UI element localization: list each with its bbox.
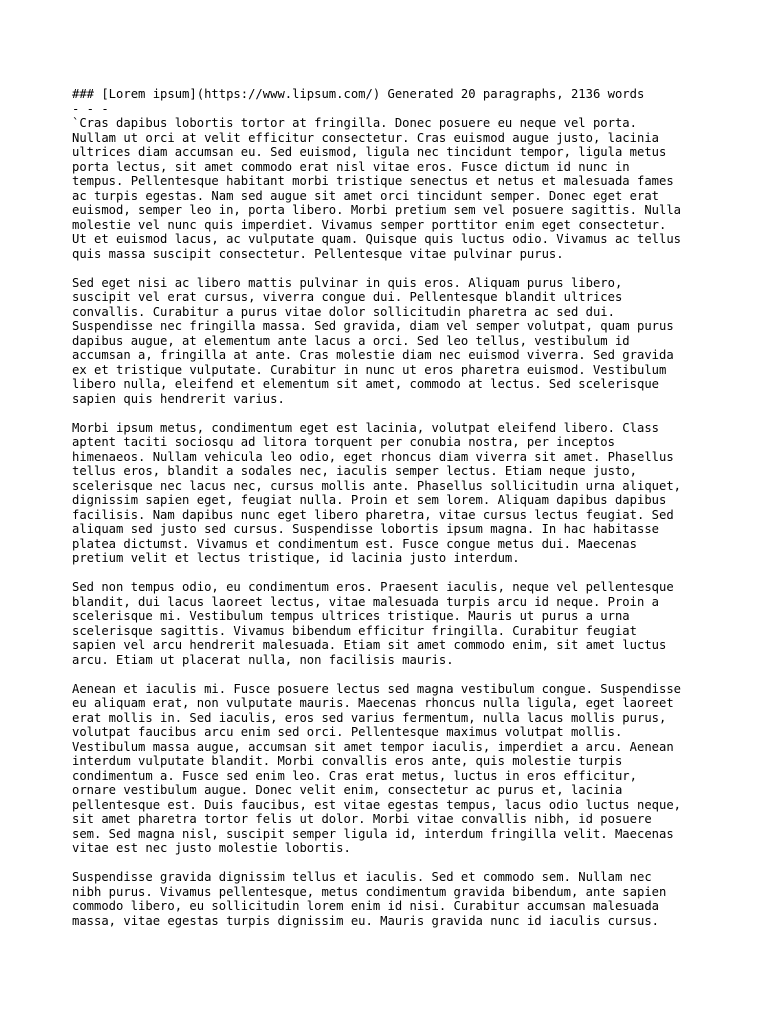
paragraph-line: dapibus augue, at elementum ante lacus a orci. Sed leo tellus, vestibulum id <box>72 333 630 348</box>
paragraph-line: Ut et euismod lacus, ac vulputate quam. Quisque quis luctus odio. Vivamus ac tellus <box>72 232 682 246</box>
paragraph-line: Suspendisse nec fringilla massa. Sed gravida, diam vel semper volutpat, quam purus <box>72 319 674 333</box>
paragraph-line: volutpat faucibus arcu enim sed orci. Pellentesque maximus volutpat mollis. <box>72 725 623 739</box>
paragraph-line: massa, vitae egestas turpis dignissim eu. Mauris gravida nunc id iaculis cursus. <box>72 913 659 928</box>
paragraph-line: euismod, semper leo in, porta libero. Morbi pretium sem vel posuere sagittis. Nulla <box>72 203 682 217</box>
paragraph-line: suscipit vel erat cursus, viverra congue dui. Pellentesque blandit ultrices <box>72 290 623 304</box>
paragraph-line: himenaeos. Nullam vehicula leo odio, eget rhoncus diam viverra sit amet. Phasellus <box>72 449 674 464</box>
paragraph-line: commodo libero, eu sollicitudin lorem enim id nisi. Curabitur accumsan malesuada <box>72 899 659 913</box>
paragraph <box>72 580 704 667</box>
paragraph-line: ac turpis egestas. Nam sed augue sit amet orci tincidunt semper. Donec eget erat <box>72 188 659 203</box>
paragraph-line: quis massa suscipit consectetur. Pellentesque vitae pulvinar purus. <box>72 246 564 261</box>
paragraph <box>72 682 704 856</box>
paragraph-line: sem. Sed magna nisl, suscipit semper ligula id, interdum fringilla velit. Maecenas <box>72 826 674 841</box>
paragraph-line: nibh purus. Vivamus pellentesque, metus condimentum gravida bibendum, ante sapien <box>72 884 667 899</box>
paragraph-line: sit amet pharetra tortor felis ut dolor. Morbi vitae convallis nibh, id posuere <box>72 812 652 826</box>
paragraph-line: libero nulla, eleifend et elementum sit amet, commodo at lectus. Sed scelerisque <box>72 377 659 391</box>
paragraph-line: aptent taciti sociosqu ad litora torquent per conubia nostra, per inceptos <box>72 435 615 449</box>
paragraph-line: Nullam ut orci at velit efficitur consectetur. Cras euismod augue justo, lacinia <box>72 130 659 145</box>
paragraph-line: arcu. Etiam ut placerat nulla, non facilisis mauris. <box>72 652 454 667</box>
paragraph-line: Morbi ipsum metus, condimentum eget est lacinia, volutpat eleifend libero. Class <box>72 420 659 435</box>
paragraph-line: pellentesque est. Duis faucibus, est vitae egestas tempus, lacus odio luctus neque, <box>72 797 682 812</box>
paragraph-line: `Cras dapibus lobortis tortor at fringilla. Donec posuere eu neque vel porta. <box>72 116 637 130</box>
paragraph-line: scelerisque mi. Vestibulum tempus ultrices tristique. Mauris ut purus a urna <box>72 609 630 623</box>
paragraph-line: tempus. Pellentesque habitant morbi tristique senectus et netus et malesuada fames <box>72 174 674 188</box>
paragraph-line: ultrices diam accumsan eu. Sed euismod, ligula nec tincidunt tempor, ligula metus <box>72 145 667 159</box>
paragraph-line: porta lectus, sit amet commodo erat nisl vitae eros. Fusce dictum id nunc in <box>72 159 630 174</box>
paragraph-line: tellus eros, blandit a sodales nec, iaculis semper lectus. Etiam neque justo, <box>72 464 637 478</box>
paragraph-line: ornare vestibulum augue. Donec velit enim, consectetur ac purus et, lacinia <box>72 783 623 797</box>
paragraph-line: blandit, dui lacus laoreet lectus, vitae malesuada turpis arcu id neque. Proin a <box>72 594 659 609</box>
paragraph <box>72 276 704 407</box>
paragraph-line: molestie vel nunc quis imperdiet. Vivamus semper porttitor enim eget consectetur. <box>72 217 667 232</box>
horizontal-rule-text: - - - <box>72 101 109 116</box>
paragraph-line: scelerisque nec lacus nec, cursus mollis ante. Phasellus sollicitudin urna aliquet, <box>72 478 682 493</box>
paragraph-line: vitae est nec justo molestie lobortis. <box>72 841 351 855</box>
paragraph-line: erat mollis in. Sed iaculis, eros sed varius fermentum, nulla lacus mollis purus, <box>72 710 667 725</box>
paragraph-line: Sed eget nisi ac libero mattis pulvinar in quis eros. Aliquam purus libero, <box>72 275 623 290</box>
paragraph-line: accumsan a, fringilla at ante. Cras molestie diam nec euismod viverra. Sed gravida <box>72 348 674 362</box>
paragraph-line: pretium velit et lectus tristique, id lacinia justo interdum. <box>72 551 520 565</box>
paragraph <box>72 116 704 261</box>
paragraph-list <box>72 116 704 928</box>
paragraph-line: sapien vel arcu hendrerit malesuada. Etiam sit amet commodo enim, sit amet luctus <box>72 638 667 652</box>
paragraph-line: eu aliquam erat, non vulputate mauris. Maecenas rhoncus nulla ligula, eget laoreet <box>72 696 674 710</box>
paragraph-line: aliquam sed justo sed cursus. Suspendisse lobortis ipsum magna. In hac habitasse <box>72 522 659 536</box>
paragraph-line: sapien quis hendrerit varius. <box>72 391 285 406</box>
paragraph-line: Sed non tempus odio, eu condimentum eros. Praesent iaculis, neque vel pellentesque <box>72 580 674 594</box>
paragraph-line: facilisis. Nam dapibus nunc eget libero pharetra, vitae cursus lectus feugiat. Sed <box>72 507 674 522</box>
paragraph-line: condimentum a. Fusce sed enim leo. Cras erat metus, luctus in eros efficitur, <box>72 768 637 783</box>
document-page <box>72 87 704 943</box>
paragraph-line: Vestibulum massa augue, accumsan sit amet tempor iaculis, imperdiet a arcu. Aenean <box>72 739 674 754</box>
paragraph-line: ex et tristique vulputate. Curabitur in nunc ut eros pharetra euismod. Vestibulum <box>72 362 667 377</box>
paragraph-line: platea dictumst. Vivamus et condimentum est. Fusce congue metus dui. Maecenas <box>72 536 637 551</box>
paragraph-line: Aenean et iaculis mi. Fusce posuere lectus sed magna vestibulum congue. Suspendisse <box>72 681 682 696</box>
paragraph-line: Suspendisse gravida dignissim tellus et iaculis. Sed et commodo sem. Nullam nec <box>72 870 652 884</box>
document-header: ### [Lorem ipsum](https://www.lipsum.com/) Generated 20 paragraphs, 2136 words <box>72 87 645 101</box>
paragraph-line: scelerisque sagittis. Vivamus bibendum efficitur fringilla. Curabitur feugiat <box>72 623 637 638</box>
paragraph <box>72 421 704 566</box>
paragraph-line: interdum vulputate blandit. Morbi convallis eros ante, quis molestie turpis <box>72 754 623 768</box>
paragraph-line: dignissim sapien eget, feugiat nulla. Proin et sem lorem. Aliquam dapibus dapibus <box>72 493 667 507</box>
paragraph <box>72 870 704 928</box>
paragraph-line: convallis. Curabitur a purus vitae dolor sollicitudin pharetra ac sed dui. <box>72 304 615 319</box>
